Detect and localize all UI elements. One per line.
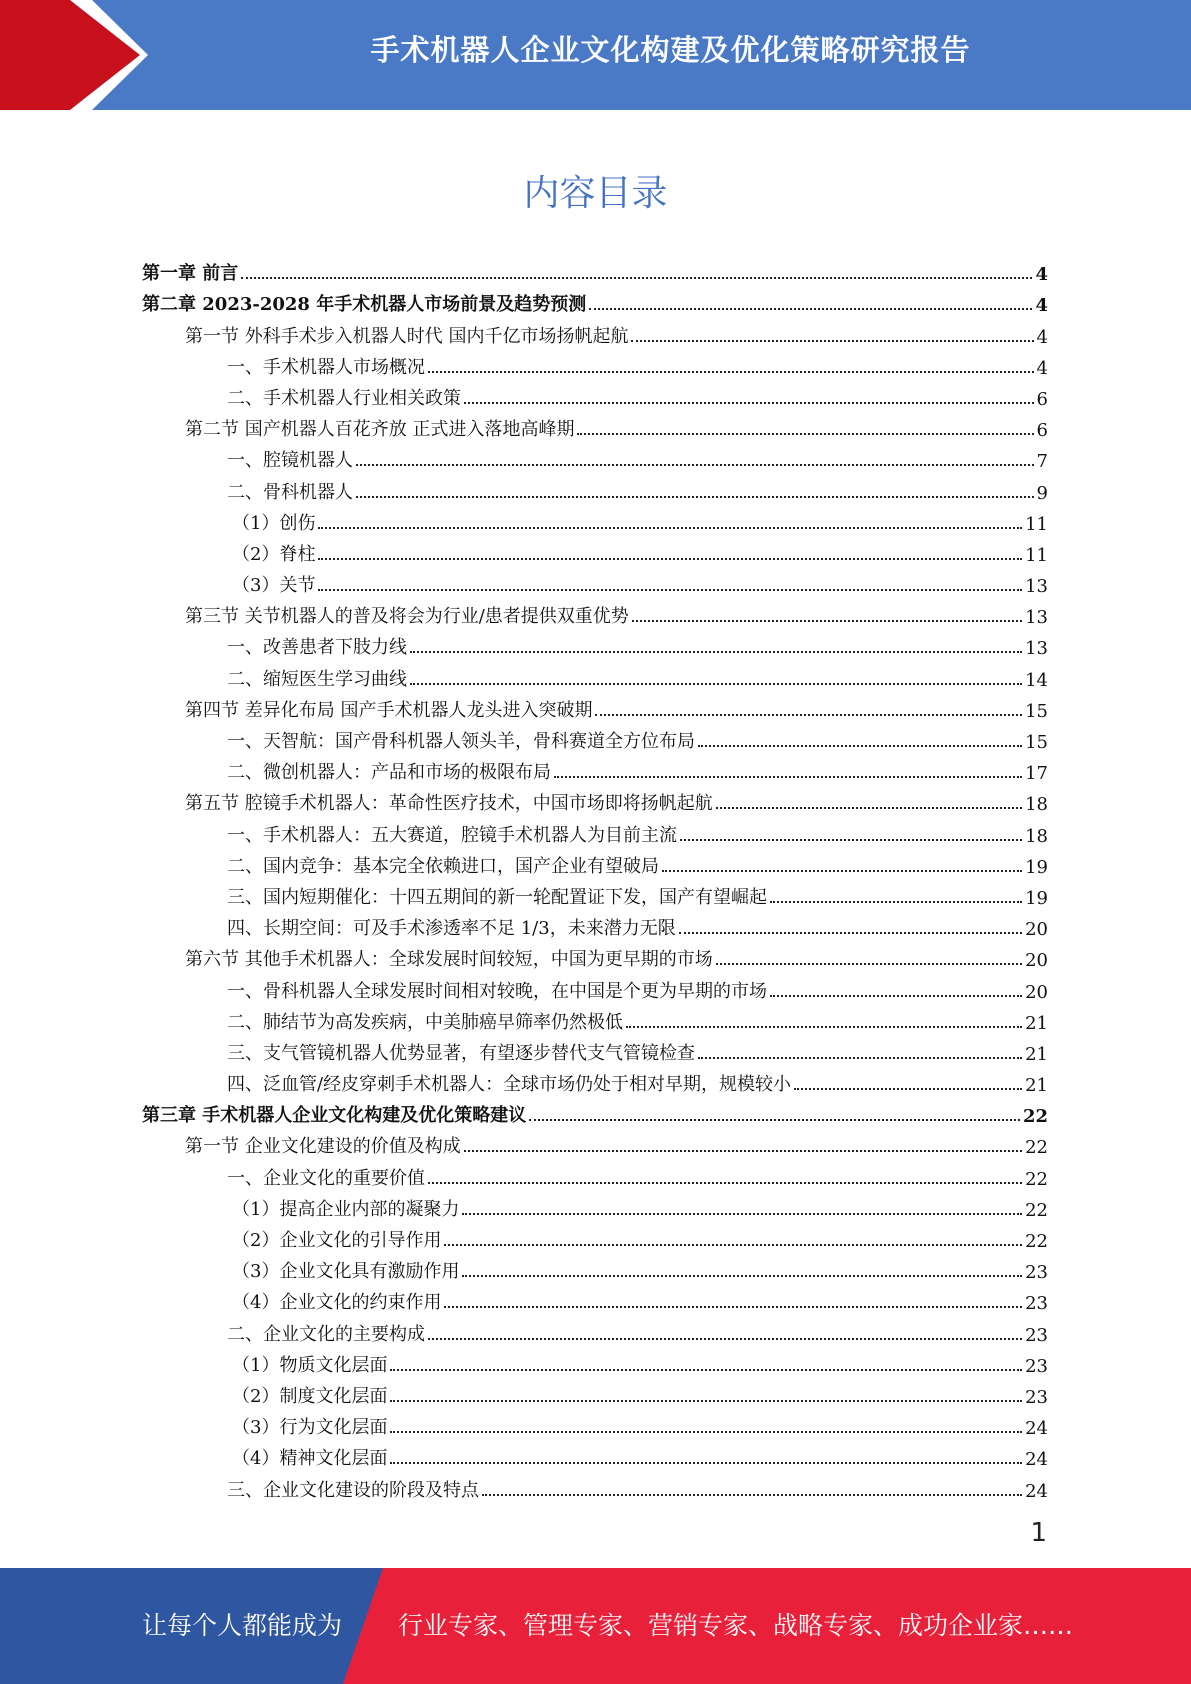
toc-entry-title: 三、企业文化建设的阶段及特点 [227, 1479, 479, 1501]
toc-leader-dots [428, 1338, 1022, 1340]
toc-leader-dots [428, 1182, 1022, 1184]
toc-entry-title: 二、缩短医生学习曲线 [227, 668, 407, 690]
toc-entry-page: 23 [1025, 1355, 1048, 1377]
toc-entry-page: 15 [1025, 732, 1048, 753]
toc-entry-title: 四、泛血管/经皮穿刺手术机器人：全球市场仍处于相对早期，规模较小 [227, 1074, 792, 1096]
toc-entry-title: （1）物质文化层面 [232, 1354, 388, 1376]
toc-entry[interactable] [142, 285, 1048, 316]
header-banner [0, 0, 1191, 110]
toc-entry-page: 11 [1025, 544, 1048, 566]
toc-entry[interactable] [142, 753, 1048, 784]
toc-entry-title: 第二节 国产机器人百花齐放 正式进入落地高峰期 [185, 419, 575, 441]
toc-entry-title: 一、手术机器人市场概况 [227, 356, 425, 378]
toc-entry-title: （2）脊柱 [232, 543, 316, 565]
toc-entry[interactable] [142, 1034, 1048, 1065]
toc-entry-page: 6 [1036, 388, 1048, 410]
toc-entry-title: （3）行为文化层面 [232, 1417, 388, 1439]
toc-leader-dots [356, 496, 1034, 498]
toc-leader-dots [770, 995, 1022, 997]
toc-leader-dots [356, 464, 1034, 466]
toc-entry-title: （2）企业文化的引导作用 [232, 1230, 442, 1251]
toc-leader-dots [632, 620, 1022, 622]
toc-entry[interactable] [142, 379, 1048, 410]
toc-entry-title: 一、骨科机器人全球发展时间相对较晚，在中国是个更为早期的市场 [227, 980, 767, 1002]
toc-entry-title: 第三节 关节机器人的普及将会为行业/患者提供双重优势 [185, 606, 629, 628]
toc-entry[interactable] [142, 316, 1048, 347]
toc-leader-dots [577, 433, 1033, 435]
toc-entry-title: 一、天智航：国产骨科机器人领头羊，骨科赛道全方位布局 [227, 731, 695, 752]
toc-entry-page: 20 [1025, 950, 1048, 972]
table-of-contents [142, 254, 1048, 1502]
toc-entry-page: 14 [1025, 669, 1048, 691]
toc-entry[interactable] [142, 410, 1048, 441]
toc-entry-title: 第六节 其他手术机器人：全球发展时间较短，中国为更早期的市场 [185, 949, 713, 971]
page-number: 1 [1030, 1518, 1047, 1548]
footer-slogan-right: 行业专家、管理专家、营销专家、战略专家、成功企业家…… [398, 1611, 1074, 1640]
toc-entry-page: 4 [1036, 326, 1048, 348]
toc-entry-page: 22 [1025, 1137, 1048, 1159]
toc-entry-page: 23 [1025, 1386, 1048, 1408]
toc-entry-page: 9 [1036, 482, 1048, 504]
toc-entry[interactable] [142, 1158, 1048, 1189]
toc-leader-dots [626, 1026, 1022, 1028]
toc-entry-page: 19 [1025, 887, 1048, 909]
toc-entry-page: 18 [1025, 825, 1048, 847]
toc-entry-title: （2）制度文化层面 [232, 1385, 388, 1407]
toc-entry[interactable] [142, 847, 1048, 878]
toc-entry-title: 三、国内短期催化：十四五期间的新一轮配置证下发，国产有望崛起 [227, 886, 767, 908]
toc-leader-dots [698, 745, 1022, 747]
toc-entry[interactable] [142, 691, 1048, 722]
toc-leader-dots [462, 1275, 1022, 1277]
toc-leader-dots [680, 839, 1022, 841]
toc-entry-title: 一、腔镜机器人 [227, 450, 353, 472]
toc-entry-page: 22 [1025, 1199, 1048, 1221]
toc-entry-title: 二、国内竞争：基本完全依赖进口，国产企业有望破局 [227, 855, 659, 877]
toc-entry-title: （4）精神文化层面 [232, 1448, 388, 1470]
toc-leader-dots [318, 558, 1022, 560]
toc-leader-dots [698, 1057, 1022, 1059]
toc-entry-title: 第一节 企业文化建设的价值及构成 [185, 1136, 461, 1158]
toc-leader-dots [529, 1119, 1020, 1121]
toc-entry-title: 二、微创机器人：产品和市场的极限布局 [227, 762, 551, 784]
toc-entry-title: 二、骨科机器人 [227, 481, 353, 503]
toc-entry-page: 22 [1022, 1106, 1048, 1128]
toc-entry[interactable] [142, 659, 1048, 690]
toc-entry-page: 4 [1035, 295, 1048, 317]
toc-entry[interactable] [142, 909, 1048, 940]
toc-entry-title: 二、企业文化的主要构成 [227, 1323, 425, 1345]
toc-entry-page: 21 [1025, 1012, 1048, 1034]
toc-leader-dots [716, 963, 1022, 965]
toc-entry-page: 21 [1025, 1043, 1048, 1065]
toc-heading: 内容目录 [523, 173, 668, 214]
toc-entry[interactable] [142, 472, 1048, 503]
toc-entry-page: 24 [1025, 1418, 1048, 1440]
toc-entry[interactable] [142, 1377, 1048, 1408]
toc-entry[interactable] [142, 1003, 1048, 1034]
toc-entry-title: 二、肺结节为高发疾病，中美肺癌早筛率仍然极低 [227, 1011, 623, 1033]
toc-entry-page: 22 [1025, 1231, 1048, 1252]
toc-leader-dots [390, 1462, 1022, 1464]
toc-entry-page: 24 [1025, 1480, 1048, 1502]
toc-leader-dots [464, 402, 1034, 404]
toc-entry-title: （1）提高企业内部的凝聚力 [232, 1198, 460, 1220]
toc-entry-page: 13 [1025, 607, 1048, 629]
toc-entry-page: 11 [1025, 513, 1048, 535]
toc-entry-page: 20 [1025, 981, 1048, 1003]
toc-entry[interactable] [142, 1065, 1048, 1096]
toc-entry-page: 23 [1025, 1293, 1048, 1315]
toc-leader-dots [444, 1244, 1022, 1246]
toc-leader-dots [390, 1400, 1022, 1402]
toc-leader-dots [631, 340, 1033, 342]
toc-entry-title: 第四节 差异化布局 国产手术机器人龙头进入突破期 [185, 699, 593, 721]
toc-leader-dots [241, 277, 1032, 279]
toc-entry-title: 第五节 腔镜手术机器人：革命性医疗技术，中国市场即将扬帆起航 [185, 793, 713, 815]
toc-entry[interactable] [142, 535, 1048, 566]
toc-entry-page: 19 [1025, 856, 1048, 878]
toc-entry[interactable] [142, 597, 1048, 628]
toc-entry-title: 一、改善患者下肢力线 [227, 637, 407, 659]
toc-entry[interactable] [142, 1221, 1048, 1252]
toc-entry[interactable] [142, 1346, 1048, 1377]
toc-leader-dots [595, 714, 1022, 716]
toc-entry[interactable] [142, 348, 1048, 379]
toc-entry-page: 23 [1025, 1262, 1048, 1284]
toc-entry[interactable] [142, 971, 1048, 1002]
toc-entry[interactable] [142, 1408, 1048, 1439]
toc-entry[interactable] [142, 504, 1048, 535]
toc-leader-dots [318, 589, 1022, 591]
toc-leader-dots [390, 1369, 1022, 1371]
toc-entry-title: 四、长期空间：可及手术渗透率不足 1/3，未来潜力无限 [227, 918, 676, 940]
toc-entry[interactable] [142, 940, 1048, 971]
toc-entry-title: 一、企业文化的重要价值 [227, 1167, 425, 1189]
report-title: 手术机器人企业文化构建及优化策略研究报告 [370, 33, 971, 67]
toc-entry[interactable] [142, 1127, 1048, 1158]
toc-entry[interactable] [142, 1096, 1048, 1127]
toc-entry[interactable] [142, 722, 1048, 753]
toc-entry-page: 4 [1036, 357, 1048, 379]
toc-entry[interactable] [142, 254, 1048, 285]
toc-entry-title: 第一节 外科手术步入机器人时代 国内千亿市场扬帆起航 [185, 325, 629, 347]
toc-entry-page: 23 [1025, 1324, 1048, 1346]
toc-entry[interactable] [142, 1470, 1048, 1501]
toc-entry-title: 三、支气管镜机器人优势显著，有望逐步替代支气管镜检查 [227, 1042, 695, 1064]
toc-entry-title: （3）关节 [232, 575, 316, 597]
toc-leader-dots [428, 371, 1034, 373]
toc-leader-dots [662, 870, 1022, 872]
toc-entry-page: 24 [1025, 1449, 1048, 1471]
toc-leader-dots [482, 1494, 1022, 1496]
toc-entry-title: 第一章 前言 [142, 263, 239, 285]
toc-leader-dots [318, 527, 1022, 529]
toc-leader-dots [410, 651, 1022, 653]
toc-entry-page: 18 [1025, 794, 1048, 816]
toc-leader-dots [390, 1431, 1022, 1433]
toc-leader-dots [554, 776, 1022, 778]
toc-entry-title: 二、手术机器人行业相关政策 [227, 387, 461, 409]
toc-entry[interactable] [142, 815, 1048, 846]
toc-entry-page: 20 [1025, 919, 1048, 941]
toc-entry[interactable] [142, 784, 1048, 815]
toc-entry-page: 17 [1025, 763, 1048, 785]
toc-entry-page: 13 [1025, 638, 1048, 660]
toc-entry-page: 13 [1025, 576, 1048, 598]
toc-entry-title: （4）企业文化的约束作用 [232, 1292, 442, 1314]
toc-entry[interactable] [142, 1439, 1048, 1470]
toc-leader-dots [464, 1150, 1022, 1152]
toc-entry[interactable] [142, 566, 1048, 597]
toc-entry-title: 一、手术机器人：五大赛道，腔镜手术机器人为目前主流 [227, 824, 677, 846]
toc-leader-dots [462, 1213, 1022, 1215]
footer-banner [0, 1568, 1191, 1684]
toc-entry-title: （3）企业文化具有激励作用 [232, 1261, 460, 1283]
toc-entry[interactable] [142, 1190, 1048, 1221]
toc-leader-dots [770, 901, 1022, 903]
toc-entry[interactable] [142, 441, 1048, 472]
footer-slogan-left: 让每个人都能成为 [142, 1611, 343, 1640]
toc-leader-dots [410, 683, 1022, 685]
toc-entry[interactable] [142, 628, 1048, 659]
toc-leader-dots [679, 932, 1022, 934]
toc-entry-page: 21 [1025, 1075, 1048, 1097]
toc-entry-title: 第二章 2023-2028 年手术机器人市场前景及趋势预测 [142, 294, 587, 316]
toc-leader-dots [589, 308, 1032, 310]
toc-entry-title: 第三章 手术机器人企业文化构建及优化策略建议 [142, 1105, 527, 1127]
toc-leader-dots [794, 1088, 1022, 1090]
toc-leader-dots [444, 1306, 1022, 1308]
toc-entry[interactable] [142, 1314, 1048, 1345]
toc-entry-page: 15 [1025, 700, 1048, 722]
toc-entry[interactable] [142, 1283, 1048, 1314]
toc-entry[interactable] [142, 878, 1048, 909]
toc-entry-title: （1）创伤 [232, 512, 316, 534]
toc-entry-page: 4 [1035, 264, 1048, 286]
toc-entry-page: 22 [1025, 1168, 1048, 1190]
toc-entry[interactable] [142, 1252, 1048, 1283]
toc-entry-page: 6 [1036, 420, 1048, 442]
toc-leader-dots [716, 807, 1022, 809]
toc-entry-page: 7 [1036, 451, 1048, 473]
red-arrow-decoration [0, 0, 150, 110]
